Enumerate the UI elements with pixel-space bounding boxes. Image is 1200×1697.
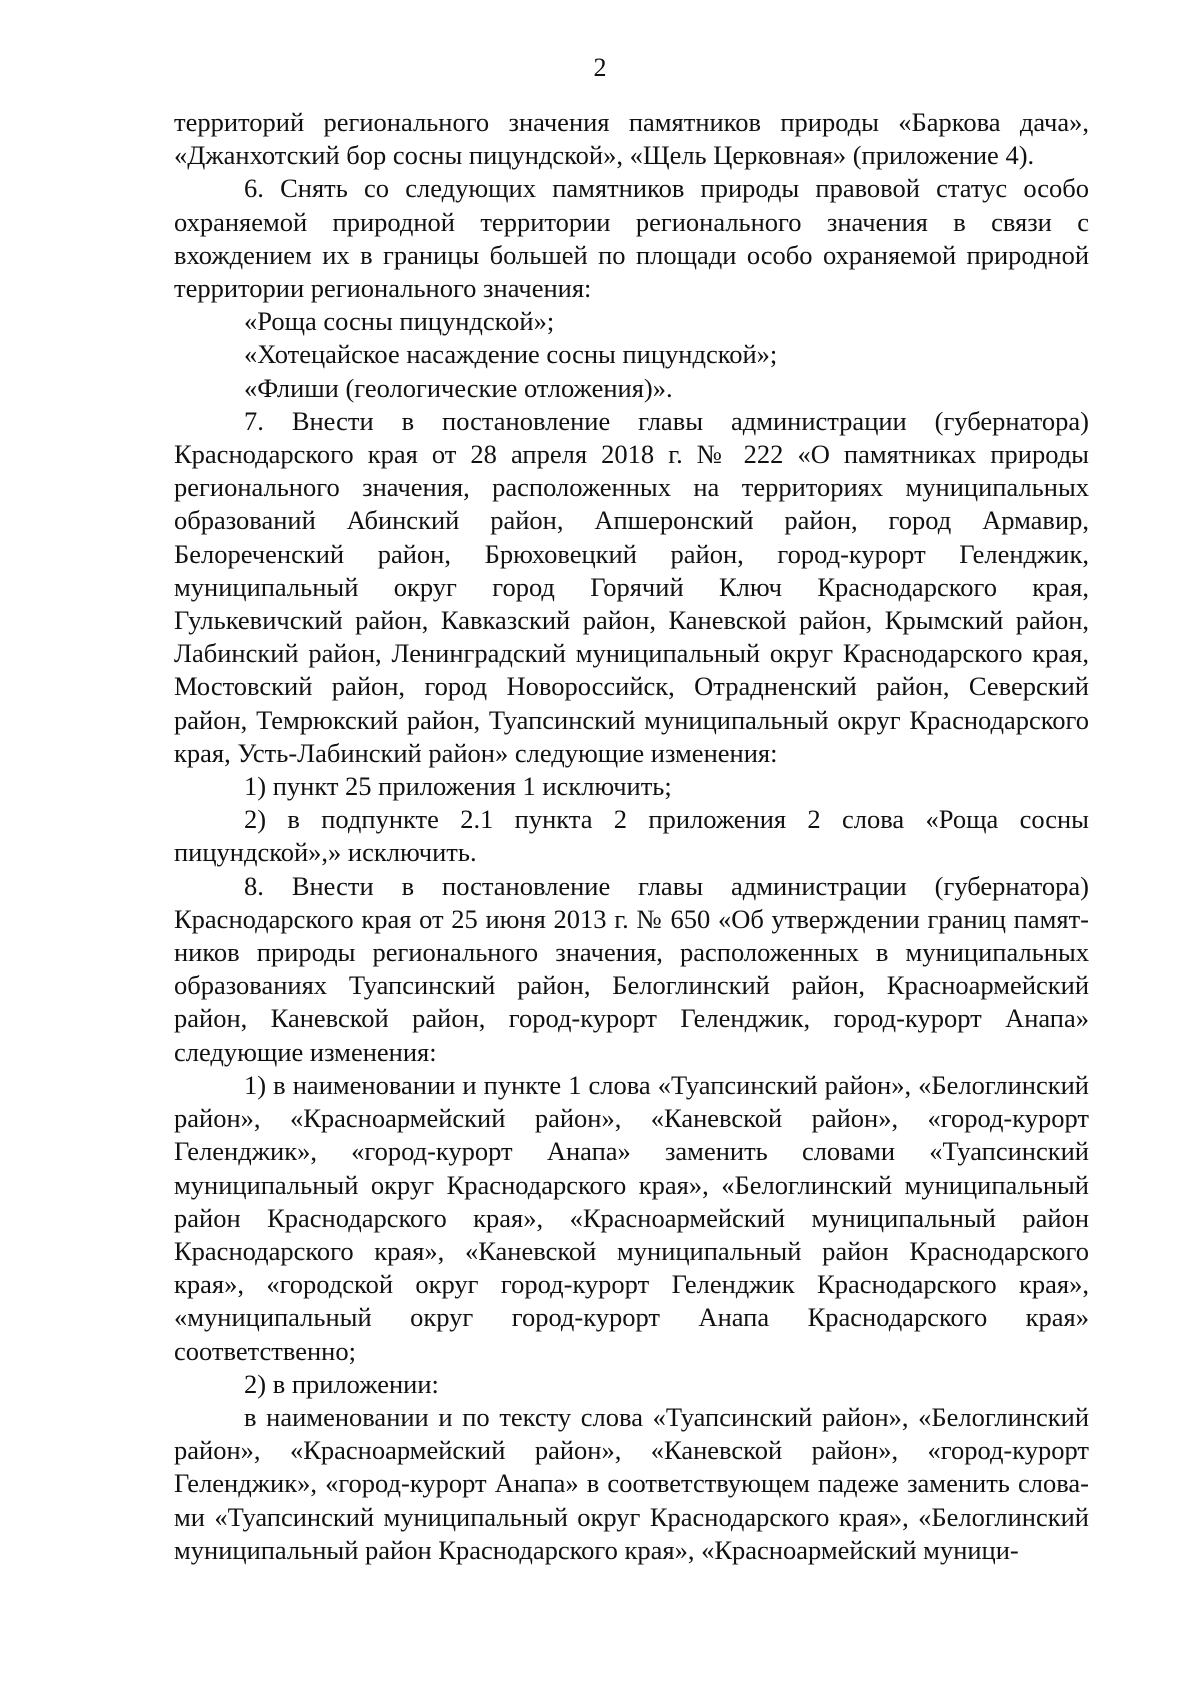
paragraph-list-entry: «Флиши (геологические отложения)». <box>244 372 673 403</box>
paragraph-list-entry: «Хотецайское насаждение сосны пицундской»; <box>244 339 778 370</box>
paragraph-subitem: 1) пункт 25 приложения 1 исключить; <box>244 771 672 802</box>
paragraph-continuation: территорий регионального значения памятников природы «Баркова дача», «Джанхотский бор сосны пицундской», «Щель Церковная» (приложение 4). <box>174 107 1089 171</box>
paragraph-subitem: 2) в приложении: <box>244 1368 439 1399</box>
page-number: 2 <box>593 53 607 82</box>
paragraph-list-entry: «Роща сосны пицундской»; <box>244 306 555 337</box>
paragraph-item-6: 6. Снять со следующих памятников природы правовой статус особо охраняемой природной территории регионального значения в связи с вхождением их в границы большей по площади особо охраняемой природной территории регионального значения: <box>174 173 1089 304</box>
paragraph-item-7: 7. Внести в постановление главы администрации (губернатора) Краснодарского края от 28 апреля 2018 г. № 222 «О памятниках природы регионального значения, расположенных на территориях муниципальных образований Абинский район, Апшеронский район, город Армавир, Белореченский район, Брюховецкий район, город-курорт Геленджик, муниципальный округ город Горячий Ключ Краснодарского края, Гулькевичский район, Кавказский район, Каневской район, Крымский район, Лабинский район, Ленинградский муниципальный округ Краснодарского края, Мостовский район, город Новороссийск, Отрадненский район, Северский район, Темрюкский район, Туапсинский муниципальный округ Краснодарского края, Усть-Лабинский район» следующие изменения: <box>174 405 1089 768</box>
paragraph-subitem: в наименовании и по тексту слова «Туапсинский район», «Белоглинский район», «Красноармейский район», «Каневской район», «город-курорт Геленджик», «город-курорт Анапа» в соответствующем падеже заменить словами «Туапсинский муниципальный округ Краснодарского края», «Белоглинский муниципальный район Краснодарского края», «Красноармейский муници- <box>174 1401 1089 1565</box>
paragraph-item-8: 8. Внести в постановление главы администрации (губернатора) Краснодарского края от 25 июня 2013 г. № 650 «Об утверждении границ памятников природы регионального значения, расположенных в муниципальных образованиях Туапсинский район, Белоглинский район, Красноармейский район, Каневской район, город-курорт Геленджик, город-курорт Анапа» следующие изменения: <box>174 870 1089 1067</box>
document-body <box>174 106 1089 1567</box>
paragraph-subitem: 1) в наименовании и пункте 1 слова «Туапсинский район», «Белоглинский район», «Красноармейский район», «Каневской район», «город-курорт Геленджик», «город-курорт Анапа» заменить словами «Туапсинский муниципальный округ Краснодарского края», «Белоглинский муниципальный район Краснодарского края», «Красноармейский муниципальный район Краснодарского края», «Каневской муниципальный район Краснодарского края», «городской округ город-курорт Геленджик Краснодарского края», «муниципальный округ город-курорт Анапа Краснодарского края» соответственно; <box>174 1069 1089 1366</box>
paragraph-subitem: 2) в подпункте 2.1 пункта 2 приложения 2 слова «Роща сосны пицундской»,» исключить. <box>174 804 1089 868</box>
